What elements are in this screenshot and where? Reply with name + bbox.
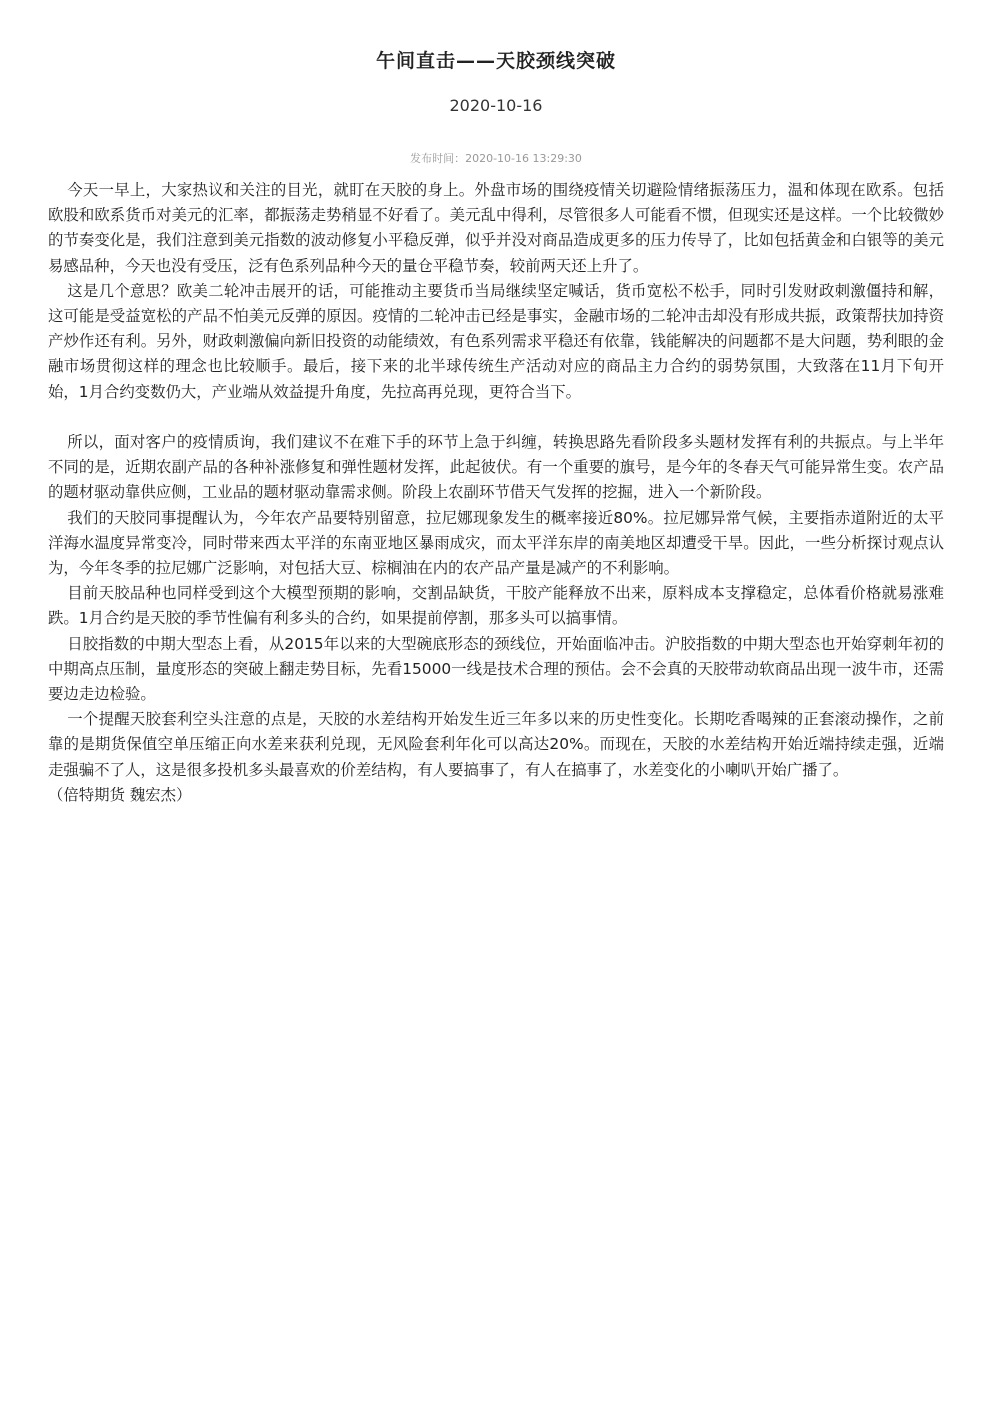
paragraph-3: 所以，面对客户的疫情质询，我们建议不在难下手的环节上急于纠缠，转换思路先看阶段多头题材发挥有利的共振点。与上半年不同的是，近期农副产品的各种补涨修复和弹性题材发挥，此起彼伏。有一个重要的旗号，是今年的冬春天气可能异常生变。农产品的题材驱动靠供应侧，工业品的题材驱动靠需求侧。阶段上农副环节借天气发挥的挖掘，进入一个新阶段。 (48, 433, 944, 502)
publish-time: 发布时间：2020-10-16 13:29:30 (410, 152, 582, 165)
paragraph-6: 日胶指数的中期大型态上看，从2015年以来的大型碗底形态的颈线位，开始面临冲击。沪胶指数的中期大型态也开始穿刺年初的中期高点压制，量度形态的突破上翻走势目标，先看15000一线是技术合理的预估。会不会真的天胶带动软商品出现一波牛市，还需要边走边检验。 (48, 634, 944, 704)
paragraph-5: 目前天胶品种也同样受到这个大模型预期的影响，交割品缺货，干胶产能释放不出来，原料成本支撑稳定，总体看价格就易涨难跌。1月合约是天胶的季节性偏有利多头的合约，如果提前停割，那多头可以搞事情。 (48, 584, 944, 628)
author-signature: （倍特期货 魏宏杰） (48, 785, 192, 804)
paragraph-7: 一个提醒天胶套利空头注意的点是，天胶的水差结构开始发生近三年多以来的历史性变化。长期吃香喝辣的正套滚动操作，之前靠的是期货保值空单压缩正向水差来获利兑现，无风险套利年化可以高达20%。而现在，天胶的水差结构开始近端持续走强，近端走强骗不了人，这是很多投机多头最喜欢的价差结构，有人要搞事了，有人在搞事了，水差变化的小喇叭开始广播了。 (48, 710, 944, 779)
paragraph-2: 这是几个意思？欧美二轮冲击展开的话，可能推动主要货币当局继续坚定喊话，货币宽松不松手，同时引发财政刺激僵持和解，这可能是受益宽松的产品不怕美元反弹的原因。疫情的二轮冲击已经是事实，金融市场的二轮冲击却没有形成共振，政策帮扶加持资产炒作还有利。另外，财政刺激偏向新旧投资的动能绩效，有色系列需求平稳还有依靠，钱能解决的问题都不是大问题，势利眼的金融市场贯彻这样的理念也比较顺手。最后，接下来的北半球传统生产活动对应的商品主力合约的弱势氛围，大致落在11月下旬开始，1月合约变数仍大，产业端从效益提升角度，先拉高再兑现，更符合当下。 (48, 281, 944, 401)
article-title: 午间直击——天胶颈线突破 (375, 50, 616, 72)
article-body (48, 178, 944, 808)
article-date: 2020-10-16 (449, 96, 543, 115)
paragraph-1: 今天一早上，大家热议和关注的目光，就盯在天胶的身上。外盘市场的围绕疫情关切避险情绪振荡压力，温和体现在欧系。包括欧股和欧系货币对美元的汇率，都振荡走势稍显不好看了。美元乱中得利，尽管很多人可能看不惯，但现实还是这样。一个比较微妙的节奏变化是，我们注意到美元指数的波动修复小平稳反弹，似乎并没对商品造成更多的压力传导了，比如包括黄金和白银等的美元易感品种，今天也没有受压，泛有色系列品种今天的量仓平稳节奏，较前两天还上升了。 (48, 181, 944, 275)
paragraph-4: 我们的天胶同事提醒认为，今年农产品要特别留意，拉尼娜现象发生的概率接近80%。拉尼娜异常气候，主要指赤道附近的太平洋海水温度异常变冷，同时带来西太平洋的东南亚地区暴雨成灾，而太平洋东岸的南美地区却遭受干旱。因此，一些分析探讨观点认为，今年冬季的拉尼娜广泛影响，对包括大豆、棕榈油在内的农产品产量是减产的不利影响。 (48, 508, 944, 578)
